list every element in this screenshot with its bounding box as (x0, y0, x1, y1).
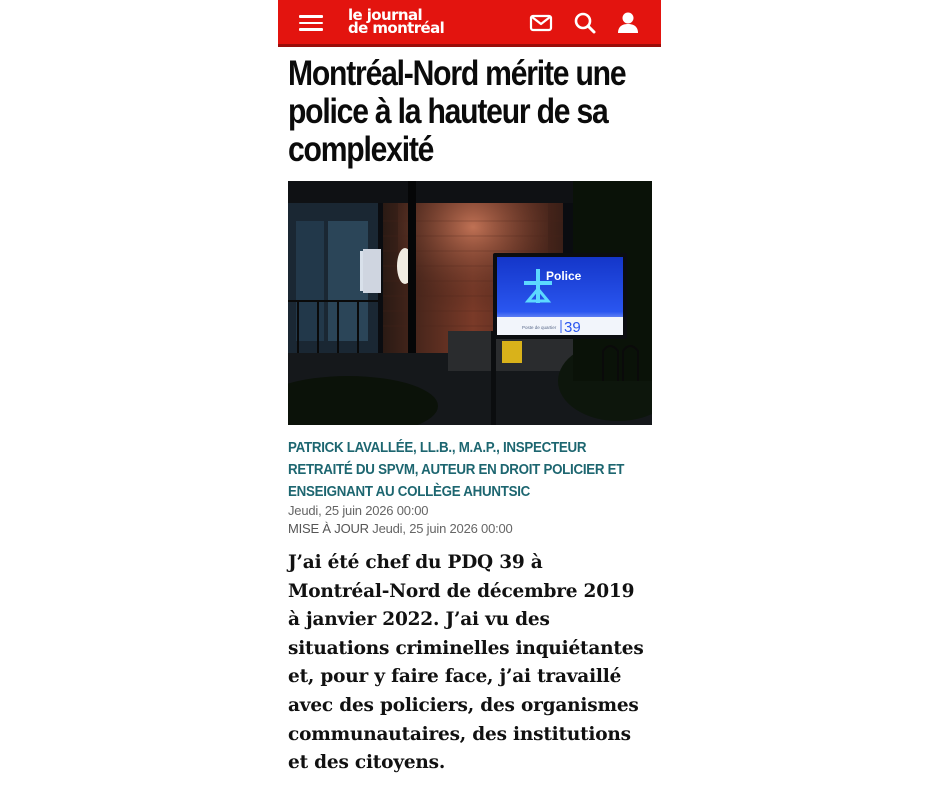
article-byline[interactable]: PATRICK LAVALLÉE, LL.B., M.A.P., INSPECTEUR RETRAITÉ DU SPVM, AUTEUR EN DROIT POLICIER ET ENSEIGNANT AU COLLÈGE AHUNTSIC (288, 440, 625, 500)
sign-number-text: 39 (564, 319, 581, 336)
article-page (278, 0, 661, 788)
menu-icon[interactable] (299, 11, 323, 33)
mail-icon[interactable] (527, 9, 555, 37)
published-date: Jeudi, 25 juin 2026 00:00 (288, 503, 429, 518)
sign-police-text: Police (546, 269, 582, 283)
site-header (278, 0, 661, 47)
updated-label: MISE À JOUR (288, 521, 369, 536)
sign-small-text: Poste de quartier (522, 325, 557, 330)
updated-date (288, 521, 513, 536)
search-icon[interactable] (571, 9, 599, 37)
updated-value: Jeudi, 25 juin 2026 00:00 (372, 521, 513, 536)
logo-line-2: de montréal (348, 19, 445, 37)
article-title: Montréal-Nord mérite une police à la hauteur de sa complexité (288, 54, 626, 169)
user-icon[interactable] (614, 9, 642, 37)
article-hero-image[interactable] (288, 181, 652, 425)
site-logo[interactable] (348, 6, 463, 39)
article-lead: J’ai été chef du PDQ 39 à Montréal-Nord de décembre 2019 à janvier 2022. J’ai vu des situations criminelles inquiétantes et, pour y faire face, j’ai travaillé avec des policiers, des organismes communautaires, des institutions et des citoyens. (288, 552, 644, 774)
logo-line-1: le journal (348, 6, 423, 24)
